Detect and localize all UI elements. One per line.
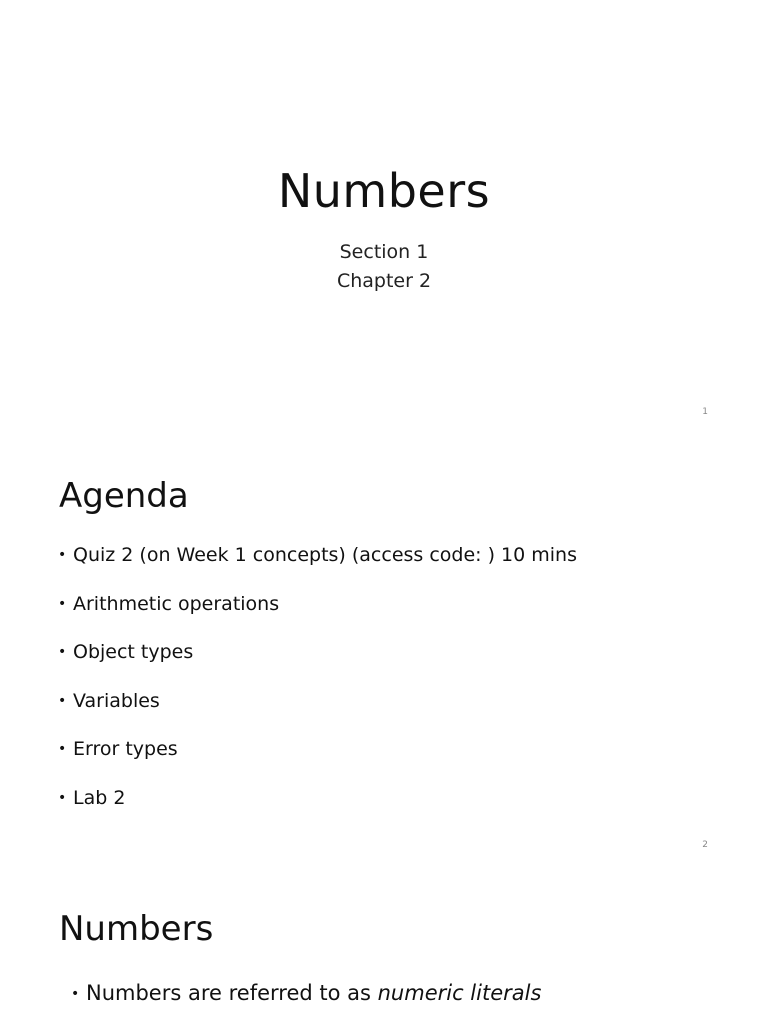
list-item-text: Quiz 2 (on Week 1 concepts) (access code: ) 10 mins <box>73 544 578 566</box>
list-item <box>58 785 728 834</box>
slide-heading: Agenda <box>59 476 189 516</box>
slide-heading: Numbers <box>59 909 214 949</box>
list-item <box>58 688 728 737</box>
list-item <box>71 980 728 1024</box>
slide-title: Numbers <box>277 164 491 218</box>
list-item-text: Variables <box>73 689 160 712</box>
list-item-text: Numbers are referred to as <box>86 981 378 1005</box>
agenda-slide <box>0 432 768 864</box>
numbers-slide <box>0 864 768 1024</box>
slide-number: 1 <box>702 407 708 417</box>
list-item-text: Lab 2 <box>73 786 126 809</box>
bullet-icon: • <box>71 986 80 1002</box>
title-slide <box>0 0 768 432</box>
list-item <box>58 736 728 785</box>
bullet-icon: • <box>58 789 67 806</box>
bullet-icon: • <box>58 595 67 612</box>
slide-subtitle-section: Section 1 <box>339 241 429 263</box>
list-item <box>58 542 728 591</box>
list-item <box>58 591 728 640</box>
list-item-text: Object types <box>73 641 194 663</box>
list-item-emphasis: numeric literals <box>377 981 542 1005</box>
list-item-text: Error types <box>73 738 178 760</box>
agenda-list <box>58 542 728 833</box>
slide-subtitle-chapter: Chapter 2 <box>336 270 432 292</box>
slide-number: 2 <box>702 840 708 850</box>
list-item <box>58 639 728 688</box>
bullet-icon: • <box>58 741 67 757</box>
bullet-icon: • <box>58 644 67 660</box>
bullet-icon: • <box>58 547 67 563</box>
numbers-list <box>71 980 728 1024</box>
bullet-icon: • <box>58 692 67 709</box>
list-item-text: Arithmetic operations <box>73 592 280 615</box>
